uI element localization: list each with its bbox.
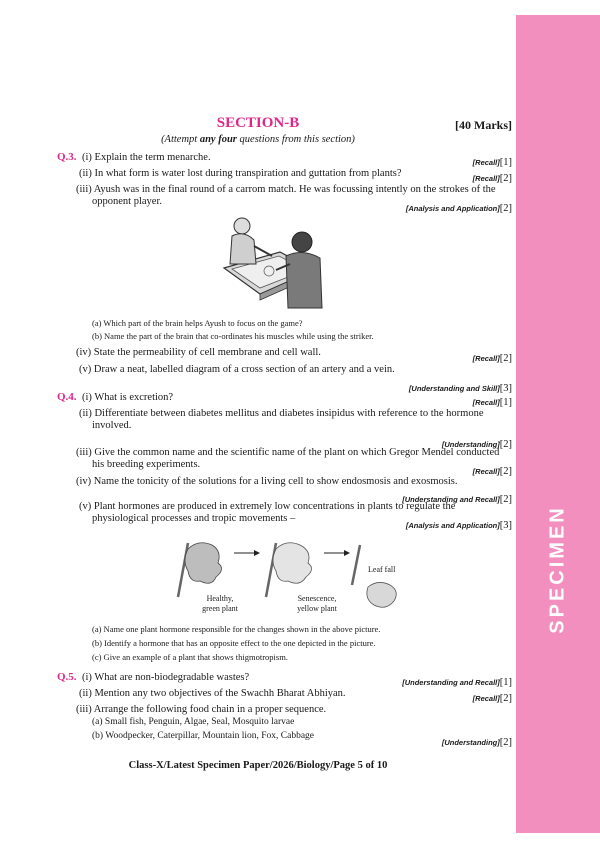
question-text: (iv) Name the tonicity of the solutions for a living cell to show endosmosis and exosmosis. [76, 476, 458, 487]
carrom-players-illustration [210, 212, 330, 310]
question-marks: [Recall][2] [472, 353, 512, 364]
figure-label-healthy: Healthy, green plant [202, 594, 238, 613]
sub-question: (b) Woodpecker, Caterpillar, Mountain lion, Fox, Cabbage [92, 731, 315, 741]
falling-leaf-icon [352, 545, 396, 607]
question-marks: [Understanding][2] [441, 737, 512, 748]
sub-question: (c) Give an example of a plant that shows thigmotropism. [92, 652, 288, 662]
question-marks: [Analysis and Application][3] [405, 520, 512, 531]
sub-question: (a) Which part of the brain helps Ayush to focus on the game? [92, 318, 303, 328]
question-text: (iii) Give the common name and the scientific name of the plant on which Gregor Mendel conducted [76, 447, 500, 458]
question-number: Q.5. [57, 671, 77, 683]
specimen-watermark: SPECIMEN [546, 504, 569, 634]
figure-label-leaf-fall: Leaf fall [368, 565, 396, 574]
question-marks: [Recall][2] [472, 173, 512, 184]
question-text: physiological processes and tropic movements – [92, 513, 296, 524]
figure-label-senescence: Senescence, yellow plant [297, 594, 337, 613]
sub-question: (b) Identify a hormone that has an opposite effect to the one depicted in the picture. [92, 638, 376, 648]
question-marks: [Recall][2] [472, 693, 512, 704]
question-marks: [Recall][1] [472, 157, 512, 168]
question-text: (v) Draw a neat, labelled diagram of a cross section of an artery and a vein. [79, 364, 395, 375]
sub-question: (b) Name the part of the brain that co-ordinates his muscles while using the striker. [92, 331, 374, 341]
section-marks: [40 Marks] [455, 118, 512, 132]
question-marks: [Understanding and Recall][1] [402, 677, 512, 688]
question-text: (i) What is excretion? [82, 392, 174, 403]
section-title: SECTION-B [216, 115, 300, 131]
question-text: involved. [92, 420, 132, 431]
question-marks: [Recall][1] [472, 397, 512, 408]
question-marks: [Understanding and Skill][3] [408, 383, 512, 394]
section-instruction: (Attempt any four questions from this section) [161, 134, 355, 145]
question-text: (ii) Mention any two objectives of the Swachh Bharat Abhiyan. [79, 688, 346, 699]
question-number: Q.4. [57, 391, 77, 403]
question-text: opponent player. [92, 196, 162, 207]
question-text: (iv) State the permeability of cell membrane and cell wall. [76, 347, 321, 358]
question-marks: [Analysis and Application][2] [405, 203, 512, 214]
question-text: (v) Plant hormones are produced in extremely low concentrations in plants to regulate the [79, 501, 456, 512]
question-text: (iii) Ayush was in the final round of a carrom match. He was focussing intently on the strokes of the [76, 184, 496, 195]
question-marks: [Understanding and Recall][2] [402, 494, 512, 505]
question-marks: [Understanding][2] [441, 439, 512, 450]
question-text: his breeding experiments. [92, 459, 201, 470]
question-text: (i) What are non-biodegradable wastes? [82, 672, 250, 683]
question-text: (iii) Arrange the following food chain in a proper sequence. [76, 704, 327, 715]
question-number: Q.3. [57, 151, 77, 163]
healthy-leaf-icon [178, 543, 222, 597]
question-text: (ii) Differentiate between diabetes mellitus and diabetes insipidus with reference to the hormone [79, 408, 484, 419]
senescent-leaf-icon [266, 543, 312, 597]
question-text: (i) Explain the term menarche. [82, 152, 211, 163]
page-footer: Class-X/Latest Specimen Paper/2026/Biology/Page 5 of 10 [128, 760, 388, 771]
sub-question: (a) Name one plant hormone responsible for the changes shown in the above picture. [92, 624, 381, 634]
question-text: (ii) In what form is water lost during transpiration and guttation from plants? [79, 168, 402, 179]
specimen-side-band [516, 15, 600, 833]
sub-question: (a) Small fish, Penguin, Algae, Seal, Mosquito larvae [92, 717, 295, 727]
question-marks: [Recall][2] [472, 466, 512, 477]
